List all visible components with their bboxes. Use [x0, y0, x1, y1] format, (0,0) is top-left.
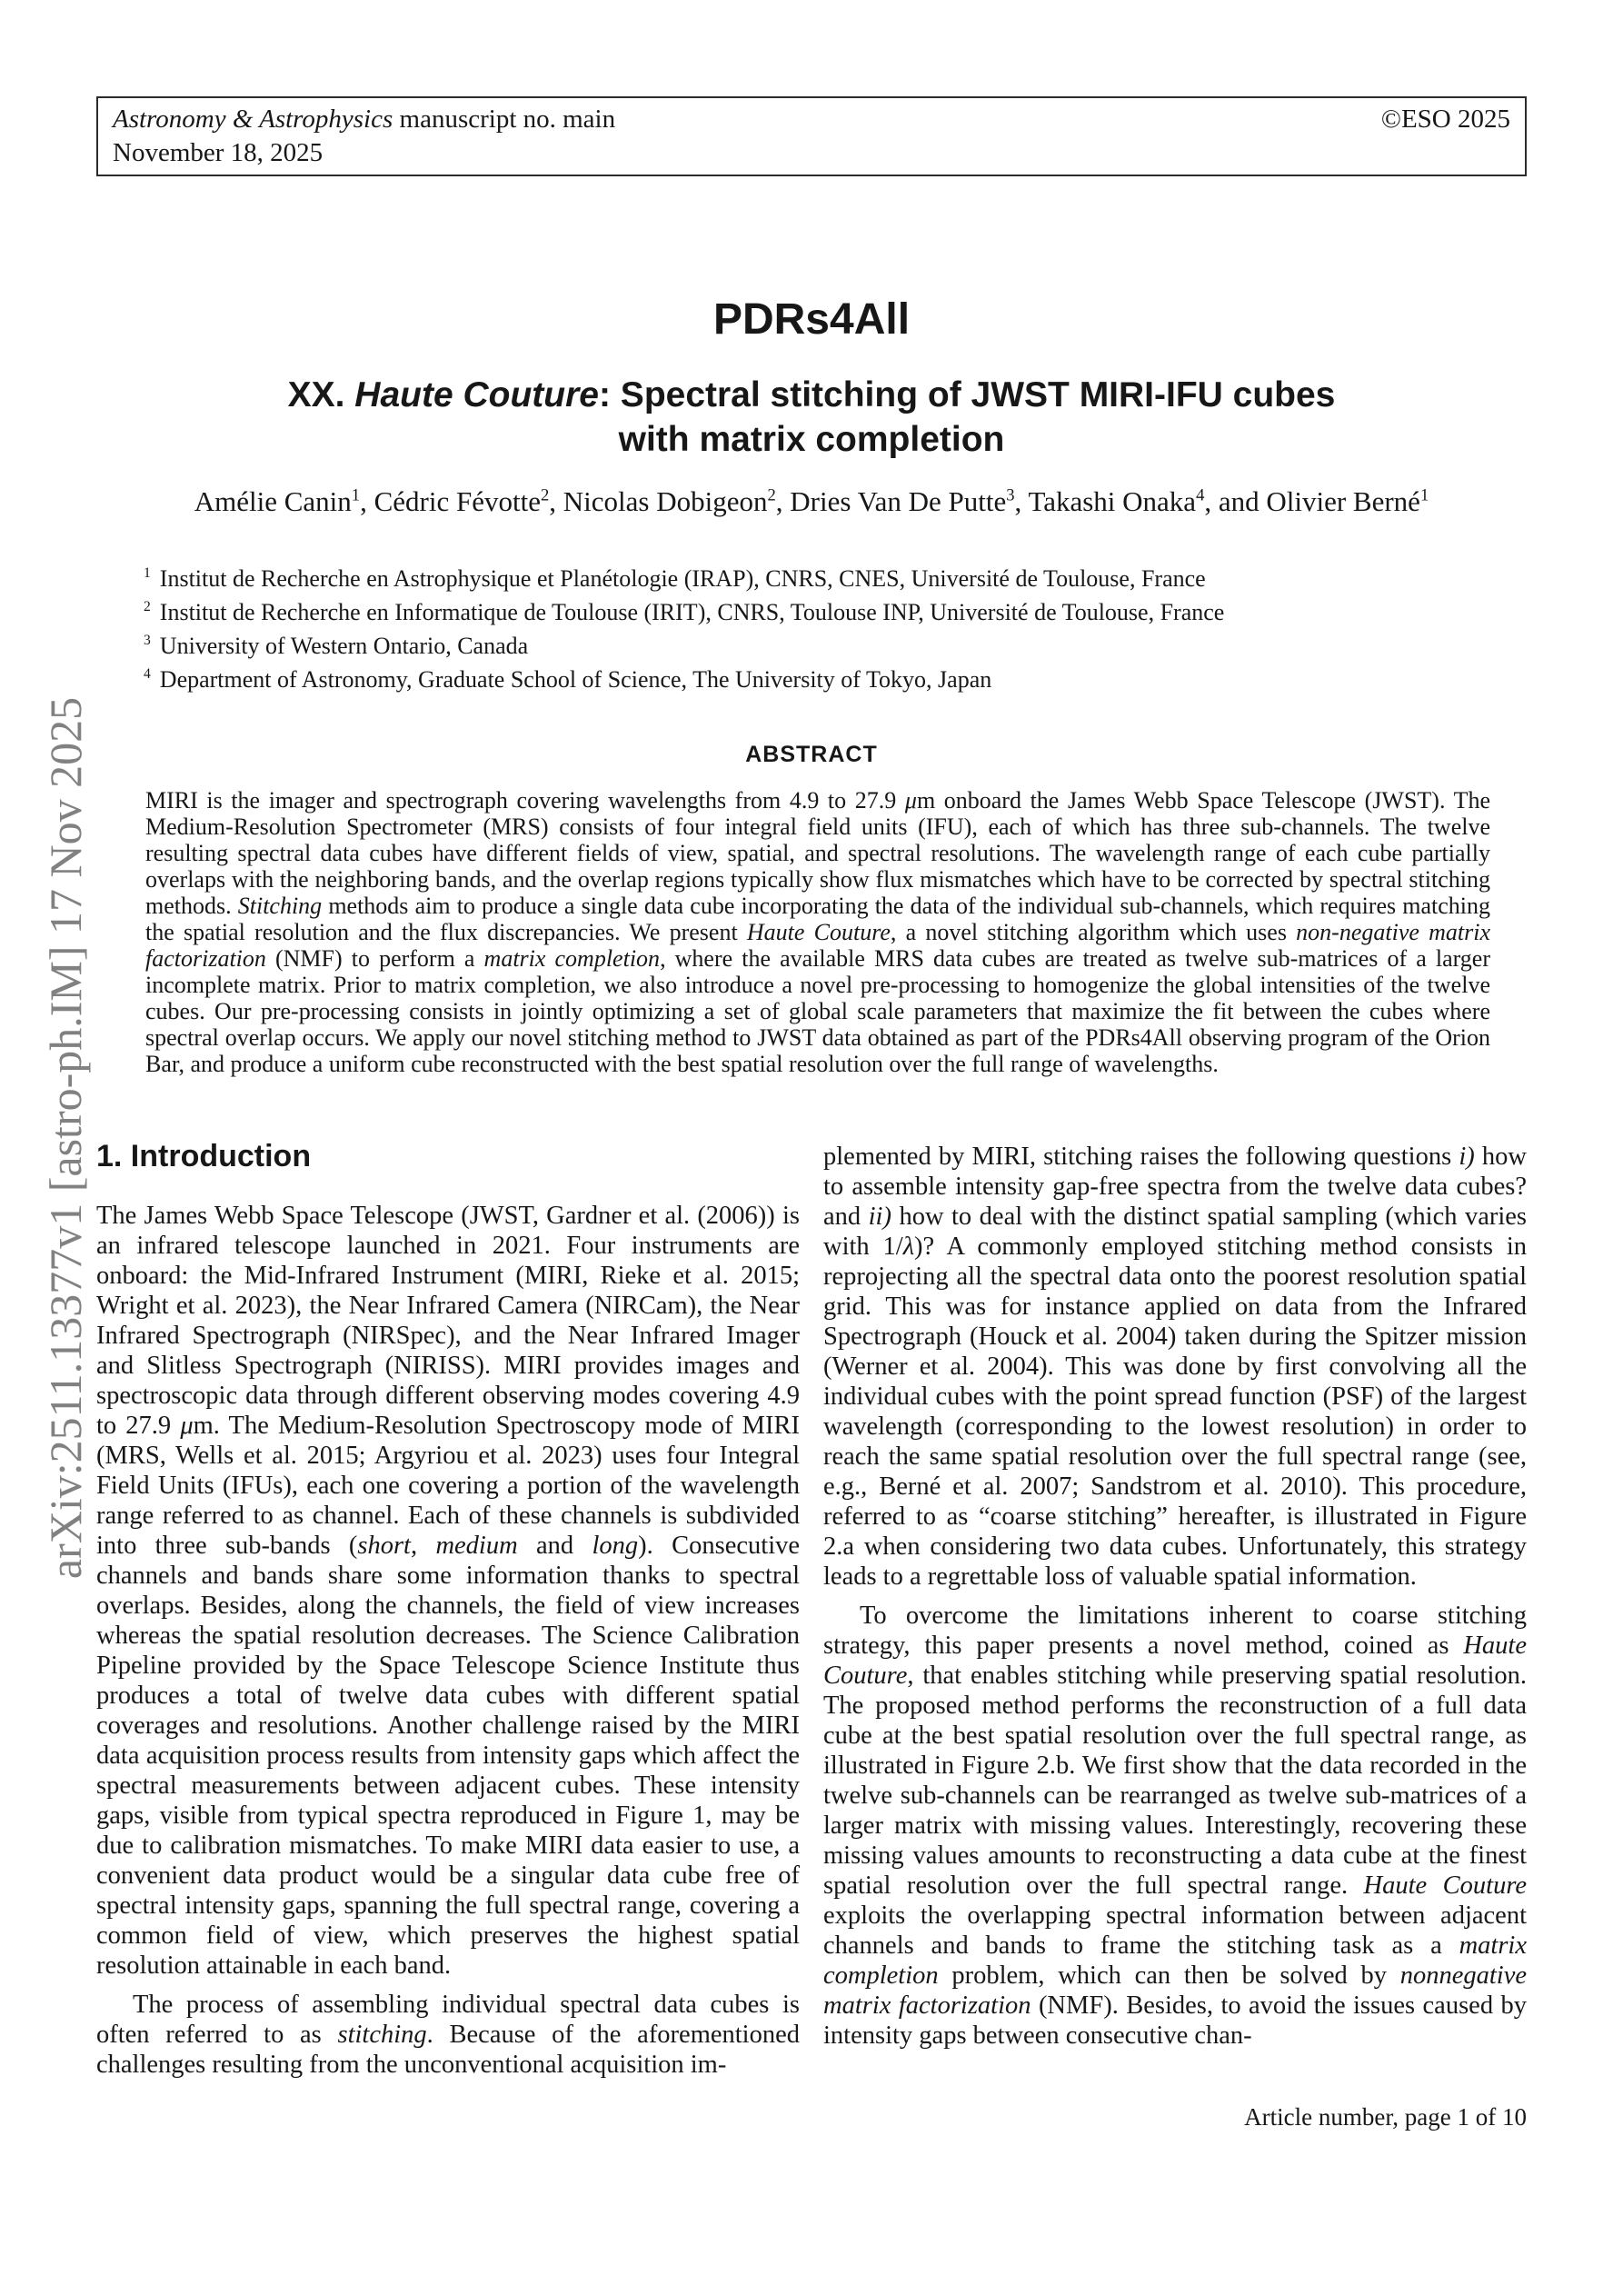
section-heading-introduction: 1. Introduction [96, 1139, 312, 1173]
affiliation-number: 4 [144, 666, 151, 683]
affiliation-text: Department of Astronomy, Graduate School of Science, The University of Tokyo, Japan [159, 666, 992, 693]
journal-manuscript-line: Astronomy & Astrophysics manuscript no. main [113, 105, 616, 134]
affiliation-item [144, 562, 1489, 595]
page-footer: Article number, page 1 of 10 [1244, 2103, 1527, 2131]
affiliations-list [144, 562, 1489, 696]
affiliation-text: Institut de Recherche en Informatique de Toulouse (IRIT), CNRS, Toulouse INP, Université de Toulouse, France [159, 599, 1225, 625]
affiliation-text: Institut de Recherche en Astrophysique et Planétologie (IRAP), CNRS, CNES, Université de Toulouse, France [159, 565, 1206, 592]
arxiv-watermark: arXiv:2511.13377v1 [astro-ph.IM] 17 Nov 2025 [40, 696, 91, 1580]
abstract-heading: ABSTRACT [745, 742, 878, 767]
column-right [823, 1142, 1527, 2051]
authors-line: Amélie Canin$^1$, Cédric Févotte$^2$, Nicolas Dobigeon$^2$, Dries Van De Putte$^3$, Takashi Onaka$^4$, and Olivier Berné$^1$ [194, 485, 1429, 517]
affiliation-number: 3 [144, 633, 151, 649]
manuscript-header-left [113, 103, 615, 170]
affiliation-text: University of Western Ontario, Canada [159, 633, 529, 659]
paper-title: PDRs4All [712, 295, 911, 344]
paragraph-intro-1: The James Webb Space Telescope (JWST, Gardner et al. (2006)) is an infrared telescope launched in 2021. Four instruments are onboard: the Mid-Infrared Instrument (MIRI, Rieke et al. 2015; Wright et al. 2023), the Near Infrared Camera (NIRCam), the Near Infrared Spectrograph (NIRSpec), and the Near Infrared Imager and Slitless Spectrograph (NIRISS). MIRI provides images and spectroscopic data through different observing modes covering 4.9 to 27.9 μm. The Medium-Resolution Spectroscopy mode of MIRI (MRS, Wells et al. 2015; Argyriou et al. 2023) uses four Integral Field Units (IFUs), each one covering a portion of the wavelength range referred to as channel. Each of these channels is subdivided into three sub-bands (short, medium and long). Consecutive channels and bands share some information thanks to spectral overlaps. Besides, along the channels, the field of view increases whereas the spatial resolution decreases. The Science Calibration Pipeline provided by the Space Telescope Science Institute thus produces a total of twelve data cubes with different spatial coverages and resolutions. Another challenge raised by the MIRI data acquisition process results from intensity gaps which affect the spectral measurements between adjacent cubes. These intensity gaps, visible from typical spectra reproduced in Figure 1, may be due to calibration mismatches. To make MIRI data easier to use, a convenient data product would be a singular data cube free of spectral intensity gaps, spanning the full spectral range, covering a common field of view, which preserves the highest spatial resolution attainable in each band. [96, 1202, 801, 1980]
column-left [96, 1139, 801, 2080]
paper-subtitle: XX. Haute Couture: Spectral stitching of JWST MIRI-IFU cubes with matrix completion [287, 375, 1336, 459]
paragraph-intro-4: To overcome the limitations inherent to coarse stitching strategy, this paper presents a novel method, coined as Haute Couture, that enables stitching while preserving spatial resolution. The proposed method performs the reconstruction of a full data cube at the best spatial resolution over the full spectral range, as illustrated in Figure 2.b. We first show that the data recorded in the twelve sub-channels can be rearranged as twelve sub-matrices of a larger matrix with missing values. Interestingly, recovering these missing values amounts to reconstructing a data cube at the finest spatial resolution over the full spectral range. Haute Couture exploits the overlapping spectral information between adjacent channels and bands to frame the stitching task as a matrix completion problem, which can then be solved by nonnegative matrix factorization (NMF). Besides, to avoid the issues caused by intensity gaps between consecutive chan- [823, 1602, 1527, 2050]
affiliation-item [144, 629, 1489, 663]
manuscript-date: November 18, 2025 [113, 138, 324, 167]
copyright-notice: ©ESO 2025 [1380, 105, 1510, 134]
affiliation-item [144, 663, 1489, 696]
affiliation-item [144, 595, 1489, 629]
paragraph-intro-3: plemented by MIRI, stitching raises the following questions i) how to assemble intensity gap-free spectra from the twelve data cubes? and ii) how to deal with the distinct spatial sampling (which varies with 1/λ)? A commonly employed stitching method consists in reprojecting all the spectral data onto the poorest resolution spatial grid. This was for instance applied on data from the Infrared Spectrograph (Houck et al. 2004) taken during the Spitzer mission (Werner et al. 2004). This was done by first convolving all the individual cubes with the point spread function (PSF) of the largest wavelength (corresponding to the lowest resolution) in order to reach the same spatial resolution over the full spectral range (see, e.g., Berné et al. 2007; Sandstrom et al. 2010). This procedure, referred to as “coarse stitching” hereafter, is illustrated in Figure 2.a when considering two data cubes. Unfortunately, this strategy leads to a regrettable loss of valuable spatial information. [823, 1143, 1527, 1591]
affiliation-number: 2 [144, 599, 151, 615]
manuscript-header-box [96, 96, 1527, 176]
abstract-text: MIRI is the imager and spectrograph covering wavelengths from 4.9 to 27.9 μm onboard the James Webb Space Telescope (JWST). The Medium-Resolution Spectrometer (MRS) consists of four integral field units (IFU), each of which has three sub-channels. The twelve resulting spectral data cubes have different fields of view, spatial, and spectral resolutions. The wavelength range of each cube partially overlaps with the neighboring bands, and the overlap regions typically show flux mismatches which have to be corrected by spectral stitching methods. Stitching methods aim to produce a single data cube incorporating the data of the individual sub-channels, which requires matching the spatial resolution and the flux discrepancies. We present Haute Couture, a novel stitching algorithm which uses non-negative matrix factorization (NMF) to perform a matrix completion, where the available MRS data cubes are treated as twelve sub-matrices of a larger incomplete matrix. Prior to matrix completion, we also introduce a novel pre-processing to homogenize the global intensities of the twelve cubes. Our pre-processing consists in jointly optimizing a set of global scale parameters that maximize the fit between the cubes where spectral overlap occurs. We apply our novel stitching method to JWST data obtained as part of the PDRs4All observing program of the Orion Bar, and produce a uniform cube reconstructed with the best spatial resolution over the full range of wavelengths. [145, 787, 1491, 1077]
affiliation-number: 1 [144, 565, 151, 582]
paragraph-intro-2: The process of assembling individual spectral data cubes is often referred to as stitching. Because of the aforementioned challenges resulting from the unconventional acquisition im- [96, 1991, 800, 2079]
